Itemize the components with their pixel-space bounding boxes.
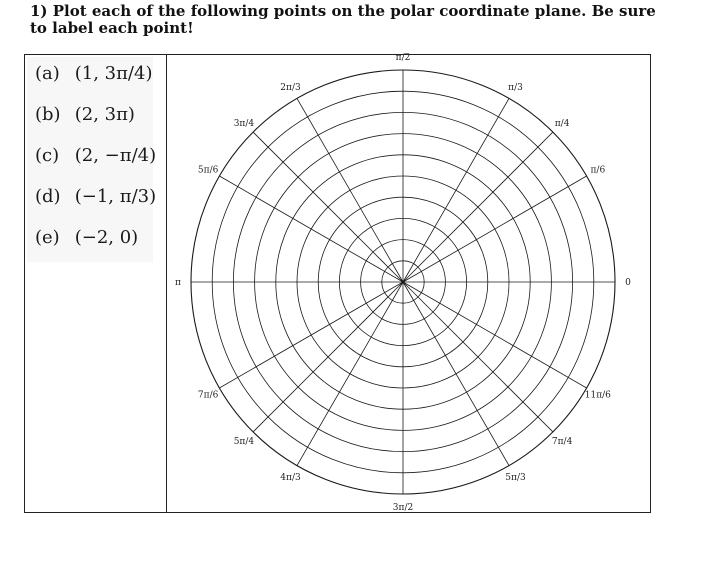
point-coords: (−1, π/3) bbox=[74, 186, 157, 207]
angle-label: π/2 bbox=[395, 53, 411, 63]
point-coords: (2, 3π) bbox=[74, 104, 135, 125]
point-label: (a) bbox=[35, 63, 60, 84]
point-coords: (−2, 0) bbox=[74, 227, 139, 248]
polar-ray bbox=[403, 282, 587, 388]
polar-ray bbox=[219, 282, 403, 388]
polar-ray bbox=[403, 282, 509, 466]
polar-ray bbox=[253, 282, 403, 432]
point-label: (c) bbox=[35, 145, 60, 166]
angle-label: 0 bbox=[625, 278, 631, 288]
angle-label: 7π/4 bbox=[551, 437, 573, 448]
polar-ray bbox=[403, 98, 509, 282]
angle-label: 5π/6 bbox=[197, 165, 219, 176]
angle-label: π bbox=[175, 278, 181, 288]
point-coords: (1, 3π/4) bbox=[74, 63, 153, 84]
angle-label: 7π/6 bbox=[197, 390, 219, 401]
polar-ray bbox=[297, 98, 403, 282]
polar-ray bbox=[403, 132, 553, 282]
angle-label: 2π/3 bbox=[280, 83, 301, 94]
polar-ray bbox=[297, 282, 403, 466]
polar-ray bbox=[403, 282, 553, 432]
polar-ray bbox=[219, 176, 403, 282]
angle-label: 5π/3 bbox=[505, 472, 526, 483]
polar-ray bbox=[403, 176, 587, 282]
angle-label: 5π/4 bbox=[233, 437, 255, 448]
angle-label: 3π/2 bbox=[392, 503, 414, 513]
polar-ray bbox=[253, 132, 403, 282]
angle-label: π/4 bbox=[554, 118, 570, 129]
angle-label: π/3 bbox=[508, 83, 523, 94]
point-label: (b) bbox=[35, 104, 61, 125]
angle-label: 4π/3 bbox=[280, 472, 301, 483]
angle-label: 11π/6 bbox=[584, 390, 611, 401]
point-coords: (2, −π/4) bbox=[74, 145, 157, 166]
angle-label: 3π/4 bbox=[233, 118, 255, 129]
angle-label: π/6 bbox=[590, 165, 606, 176]
point-label: (e) bbox=[35, 227, 60, 248]
point-label: (d) bbox=[35, 186, 61, 207]
question-prompt: 1) Plot each of the following points on the polar coordinate plane. Be sure to label each point! bbox=[30, 2, 656, 37]
